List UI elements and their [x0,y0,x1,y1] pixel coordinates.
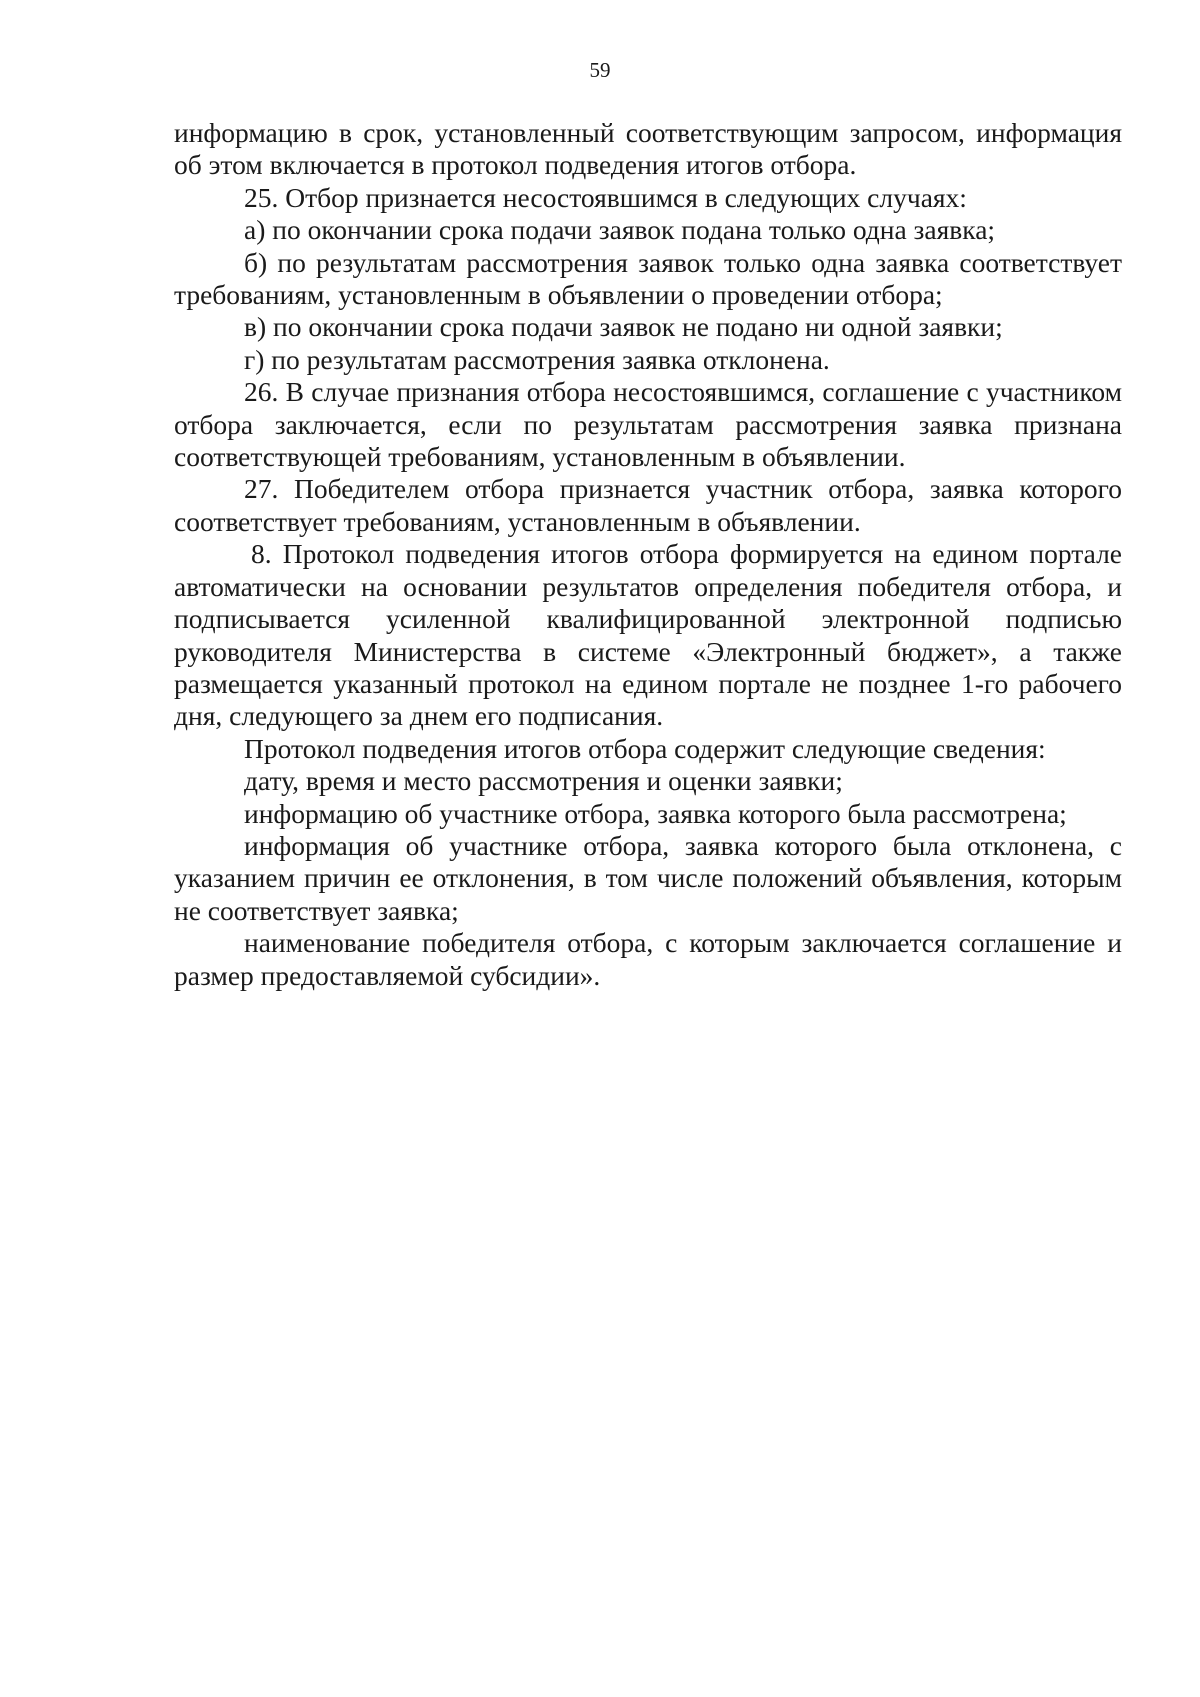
paragraph-continuation: информацию в срок, установленный соответствующим запросом, информация об этом включается в протокол подведения итогов отбора. [174,117,1122,181]
paragraph-protocol-rejected: информация об участнике отбора, заявка которого была отклонена, с указанием причин ее отклонения, в том числе положений объявления, которым не соответствует заявка; [174,829,1122,926]
paragraph-item-27: 27. Победителем отбора признается участник отбора, заявка которого соответствует требованиям, установленным в объявлении. [174,473,1122,537]
document-body [174,117,1122,992]
paragraph-protocol-contents: Протокол подведения итогов отбора содержит следующие сведения: [244,732,1046,764]
paragraph-protocol-reviewed: информацию об участнике отбора, заявка которого была рассмотрена; [244,797,1067,829]
paragraph-protocol-date: дату, время и место рассмотрения и оценки заявки; [244,765,843,797]
paragraph-subitem-b: б) по результатам рассмотрения заявок только одна заявка соответствует требованиям, установленным в объявлении о проведении отбора; [174,246,1122,311]
paragraph-subitem-g: г) по результатам рассмотрения заявка отклонена. [244,343,830,375]
paragraph-subitem-v: в) по окончании срока подачи заявок не подано ни одной заявки; [244,311,1003,343]
paragraph-protocol-winner: наименование победителя отбора, с которым заключается соглашение и размер предоставляемой субсидии». [174,927,1122,991]
paragraph-item-26: 26. В случае признания отбора несостоявшимся, соглашение с участником отбора заключается, если по результатам рассмотрения заявка признана соответствующей требованиям, установленным в объявлении. [174,376,1122,473]
paragraph-item-8: 8. Протокол подведения итогов отбора формируется на едином портале автоматически на основании результатов определения победителя отбора, и подписывается усиленной квалифицированной электронной подписью руководителя Министерства в системе «Электронный бюджет», а также размещается указанный протокол на едином портале не позднее 1-го рабочего дня, следующего за днем его подписания. [174,538,1122,732]
paragraph-item-25: 25. Отбор признается несостоявшимся в следующих случаях: [244,181,967,213]
paragraph-subitem-a: а) по окончании срока подачи заявок подана только одна заявка; [244,214,996,246]
page-number: 59 [589,58,611,82]
